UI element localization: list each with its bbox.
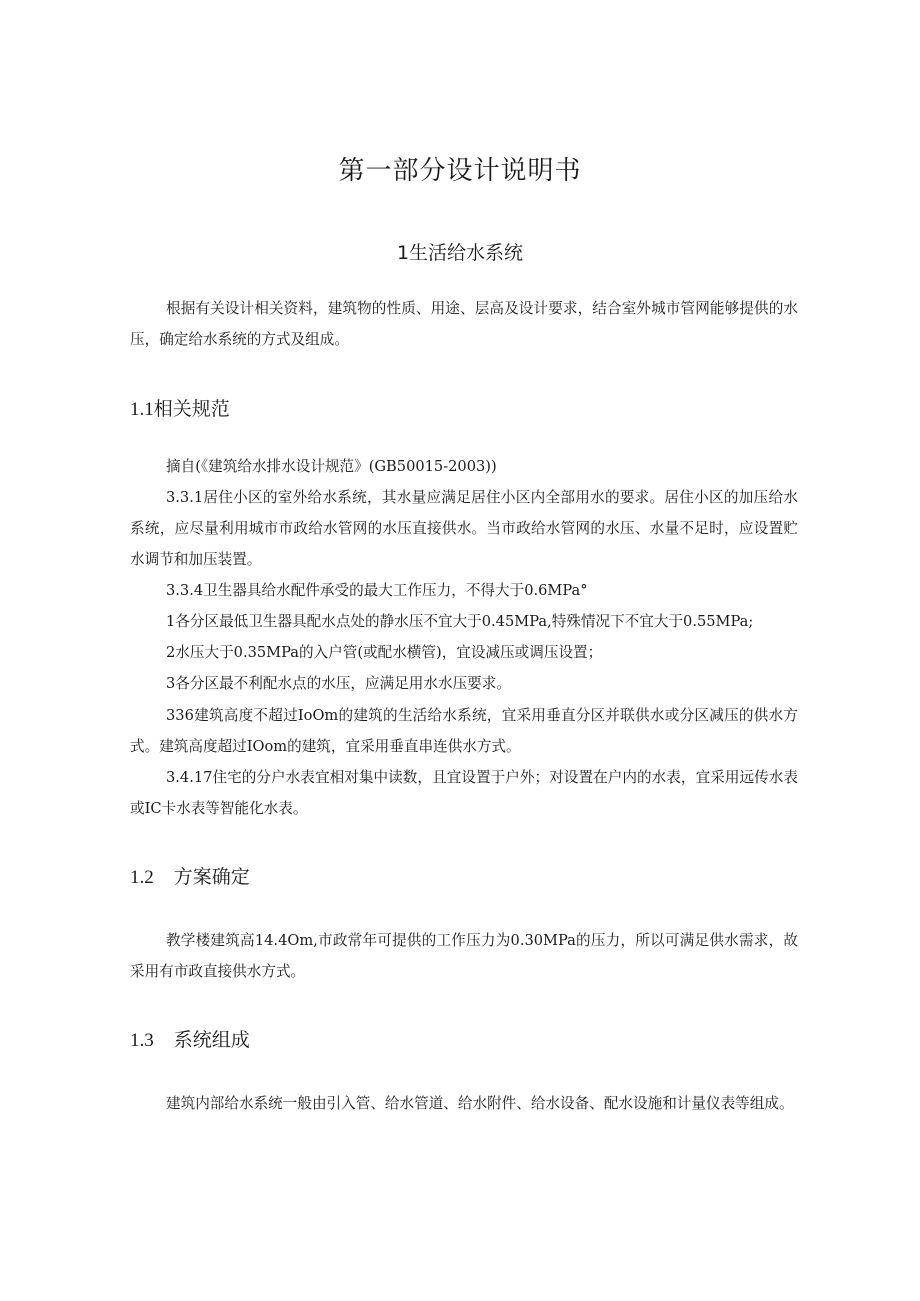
section-title: 系统组成: [173, 1029, 250, 1051]
section-number: 1.2: [130, 867, 154, 888]
section-number: 1.1: [130, 399, 154, 420]
section-title: 方案确定: [173, 866, 250, 888]
section-1-3-text: 建筑内部给水系统一般由引入管、给水管道、给水附件、给水设备、配水设施和计量仪表等组成。: [166, 1095, 794, 1112]
clause-item-1: 1各分区最低卫生器具配水点处的静水压不宜大于0.45MPa,特殊情况下不宜大于0.55MPa;: [166, 613, 754, 630]
clause-item-2: 2水压大于0.35MPa的入户管(或配水横管)，宜设减压或调压设置；: [166, 644, 603, 661]
clause-3-3-6: 336建筑高度不超过IoOm的建筑的生活给水系统，宜采用垂直分区并联供水或分区减压的供水方式。建筑高度超过IOom的建筑，宜采用垂直串连供水方式。: [130, 707, 798, 755]
section-number: 1.3: [130, 1030, 154, 1051]
section-1-heading: 1生活给水系统: [396, 242, 524, 264]
section-1-2-text: 教学楼建筑高14.4Om,市政常年可提供的工作压力为0.30MPa的压力，所以可满足供水需求，故采用有市政直接供水方式。: [130, 932, 798, 980]
document-title: 第一部分设计说明书: [338, 156, 582, 186]
clause-3-3-4: 3.3.4卫生器具给水配件承受的最大工作压力，不得大于0.6MPa°: [166, 582, 588, 599]
section-1-3-heading: [130, 1025, 250, 1052]
clause-3-3-1: 3.3.1居住小区的室外给水系统，其水量应满足居住小区内全部用水的要求。居住小区的加压给水系统，应尽量利用城市市政给水管网的水压直接供水。当市政给水管网的水压、水量不足时，应设置贮水调节和加压装置。: [130, 489, 798, 568]
section-1-2-heading: [130, 862, 250, 889]
section-1-1-heading: [130, 394, 230, 421]
clause-item-3: 3各分区最不利配水点的水压，应满足用水水压要求。: [166, 675, 511, 692]
section-title: 相关规范: [153, 398, 230, 420]
clause-3-4-17: 3.4.17住宅的分户水表宜相对集中读数，且宜设置于户外；对设置在户内的水表，宜采用远传水表或IC卡水表等智能化水表。: [130, 769, 798, 817]
standard-source: 摘自(《建筑给水排水设计规范》(GB50015-2003)): [166, 458, 497, 475]
intro-paragraph: 根据有关设计相关资料，建筑物的性质、用途、层高及设计要求，结合室外城市管网能够提供的水压，确定给水系统的方式及组成。: [130, 300, 798, 348]
